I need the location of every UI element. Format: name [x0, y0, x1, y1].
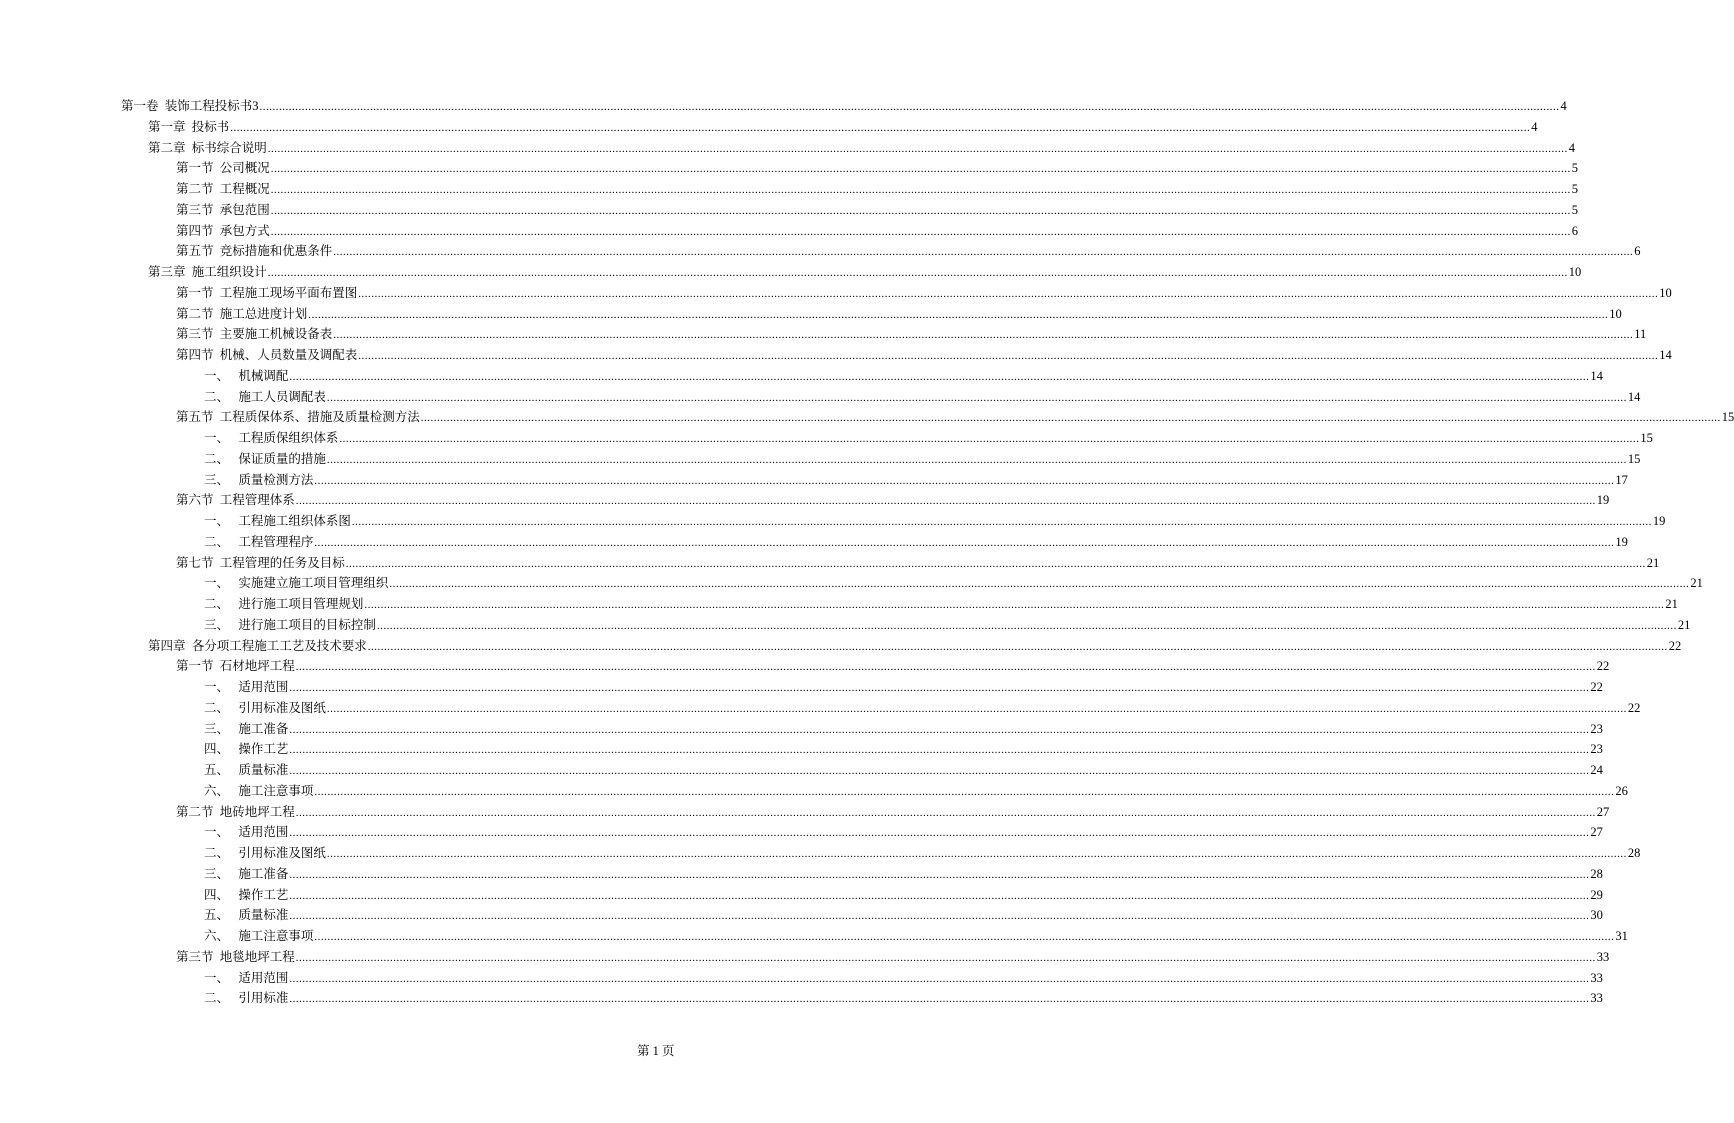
- toc-entry[interactable]: [204, 615, 1691, 636]
- toc-entry[interactable]: [204, 885, 1603, 906]
- toc-entry-label: 第二章 标书综合说明: [148, 140, 267, 155]
- toc-entry[interactable]: [204, 677, 1603, 698]
- toc-entry-page-number: 10: [1609, 306, 1622, 321]
- toc-dot-leader: ................................................................................................................................................................................................................................................................................................................................................................................................................: [333, 329, 1634, 342]
- toc-entry[interactable]: [204, 428, 1653, 449]
- toc-entry-page-number: 28: [1627, 846, 1641, 860]
- toc-entry-page-number: 11: [1634, 327, 1647, 342]
- toc-dot-leader: ................................................................................................................................................................................................................................................................................................................................................................................................................: [345, 557, 1646, 570]
- toc-dot-leader: ................................................................................................................................................................................................................................................................................................................................................................................................................: [289, 827, 1590, 840]
- toc-dot-leader: ................................................................................................................................................................................................................................................................................................................................................................................................................: [289, 868, 1590, 881]
- toc-dot-leader: ................................................................................................................................................................................................................................................................................................................................................................................................................: [267, 142, 1568, 155]
- toc-entry[interactable]: [148, 262, 1582, 283]
- toc-entry-label: 五、 质量标准: [204, 908, 289, 923]
- toc-entry[interactable]: [148, 117, 1538, 138]
- table-of-contents: [0, 96, 1734, 1009]
- toc-entry[interactable]: [204, 387, 1641, 408]
- toc-entry-page-number: 28: [1590, 866, 1603, 881]
- toc-entry-label: 四、 操作工艺: [204, 742, 289, 757]
- toc-entry[interactable]: [176, 490, 1610, 511]
- toc-entry[interactable]: [176, 179, 1579, 200]
- toc-entry-label: 第一章 投标书: [148, 119, 230, 134]
- toc-entry-label: 第三节 主要施工机械设备表: [176, 327, 333, 342]
- toc-entry-page-number: 5: [1571, 202, 1579, 217]
- toc-entry-page-number: 14: [1590, 368, 1603, 383]
- toc-entry-page-number: 14: [1627, 389, 1641, 404]
- toc-entry[interactable]: [176, 345, 1672, 366]
- toc-entry-page-number: 31: [1615, 929, 1628, 943]
- toc-entry-page-number: 22: [1668, 638, 1682, 653]
- toc-entry-page-number: 33: [1590, 970, 1603, 985]
- toc-entry-page-number: 23: [1590, 742, 1603, 757]
- toc-entry-label: 二、 工程管理程序: [204, 534, 314, 549]
- toc-entry[interactable]: [121, 96, 1567, 117]
- toc-entry[interactable]: [204, 781, 1628, 802]
- toc-entry-label: 五、 质量标准: [204, 763, 289, 777]
- toc-entry-label: 六、 施工注意事项: [204, 929, 314, 943]
- toc-entry[interactable]: [204, 698, 1641, 719]
- toc-dot-leader: ................................................................................................................................................................................................................................................................................................................................................................................................................: [358, 287, 1659, 300]
- toc-entry-page-number: 33: [1596, 949, 1610, 964]
- toc-entry-page-number: 6: [1634, 244, 1641, 259]
- toc-dot-leader: ................................................................................................................................................................................................................................................................................................................................................................................................................: [289, 993, 1590, 1006]
- toc-dot-leader: ................................................................................................................................................................................................................................................................................................................................................................................................................: [270, 184, 1571, 196]
- toc-dot-leader: ................................................................................................................................................................................................................................................................................................................................................................................................................: [326, 391, 1627, 404]
- toc-entry-page-number: 21: [1646, 555, 1660, 570]
- toc-entry[interactable]: [204, 739, 1603, 760]
- toc-entry[interactable]: [176, 158, 1579, 179]
- toc-entry-label: 第二节 工程概况: [176, 182, 270, 196]
- toc-dot-leader: ................................................................................................................................................................................................................................................................................................................................................................................................................: [289, 744, 1590, 757]
- toc-entry-label: 三、 进行施工项目的目标控制: [204, 617, 376, 632]
- toc-dot-leader: ................................................................................................................................................................................................................................................................................................................................................................................................................: [326, 702, 1627, 715]
- toc-entry-label: 二、 进行施工项目管理规划: [204, 597, 364, 611]
- toc-entry[interactable]: [176, 304, 1622, 325]
- toc-dot-leader: ................................................................................................................................................................................................................................................................................................................................................................................................................: [314, 785, 1615, 798]
- toc-entry-page-number: 10: [1568, 265, 1582, 279]
- toc-entry-page-number: 14: [1659, 348, 1672, 362]
- toc-entry-label: 第四节 承包方式: [176, 223, 270, 238]
- toc-entry[interactable]: [204, 843, 1641, 864]
- toc-entry-page-number: 15: [1721, 410, 1734, 425]
- toc-entry[interactable]: [176, 324, 1647, 345]
- toc-dot-leader: ................................................................................................................................................................................................................................................................................................................................................................................................................: [358, 350, 1659, 362]
- toc-entry-label: 第五节 工程质保体系、措施及质量检测方法: [176, 410, 420, 425]
- toc-entry-label: 六、 施工注意事项: [204, 783, 314, 798]
- toc-dot-leader: ................................................................................................................................................................................................................................................................................................................................................................................................................: [289, 910, 1590, 923]
- toc-entry-label: 第一节 工程施工现场平面布置图: [176, 285, 358, 300]
- toc-entry-label: 二、 引用标准及图纸: [204, 700, 326, 715]
- toc-entry[interactable]: [176, 553, 1660, 574]
- toc-entry-page-number: 22: [1590, 680, 1603, 694]
- toc-entry-page-number: 21: [1690, 576, 1703, 591]
- toc-entry[interactable]: [204, 511, 1666, 532]
- toc-dot-leader: ................................................................................................................................................................................................................................................................................................................................................................................................................: [314, 931, 1615, 943]
- toc-entry-label: 第四章 各分项工程施工工艺及技术要求: [148, 638, 367, 653]
- toc-entry-page-number: 22: [1627, 700, 1641, 715]
- toc-entry-label: 二、 保证质量的措施: [204, 451, 326, 466]
- toc-entry-page-number: 5: [1571, 182, 1579, 196]
- toc-dot-leader: ................................................................................................................................................................................................................................................................................................................................................................................................................: [295, 495, 1596, 508]
- toc-entry[interactable]: [204, 760, 1603, 781]
- toc-dot-leader: ................................................................................................................................................................................................................................................................................................................................................................................................................: [351, 516, 1652, 528]
- toc-entry[interactable]: [176, 283, 1672, 304]
- toc-entry-label: 三、 质量检测方法: [204, 472, 314, 487]
- toc-entry[interactable]: [204, 366, 1603, 387]
- toc-entry-page-number: 19: [1596, 493, 1610, 508]
- toc-entry[interactable]: [204, 926, 1628, 947]
- toc-entry[interactable]: [148, 138, 1576, 159]
- toc-entry[interactable]: [204, 719, 1603, 740]
- toc-entry[interactable]: [176, 221, 1579, 242]
- toc-dot-leader: ................................................................................................................................................................................................................................................................................................................................................................................................................: [326, 453, 1627, 466]
- toc-entry-label: 第一节 石材地坪工程: [176, 659, 295, 674]
- toc-entry-page-number: 4: [1531, 119, 1538, 134]
- toc-entry[interactable]: [148, 636, 1682, 657]
- toc-entry-page-number: 4: [1568, 140, 1576, 155]
- toc-entry-label: 第四节 机械、人员数量及调配表: [176, 348, 358, 362]
- toc-entry-label: 第六节 工程管理体系: [176, 493, 295, 508]
- toc-entry-label: 第三节 地毯地坪工程: [176, 949, 295, 964]
- toc-dot-leader: ................................................................................................................................................................................................................................................................................................................................................................................................................: [367, 640, 1668, 653]
- toc-dot-leader: ................................................................................................................................................................................................................................................................................................................................................................................................................: [270, 163, 1571, 176]
- toc-entry-label: 一、 适用范围: [204, 825, 289, 840]
- toc-entry-page-number: 15: [1627, 451, 1641, 466]
- toc-dot-leader: ................................................................................................................................................................................................................................................................................................................................................................................................................: [295, 951, 1596, 964]
- toc-entry-label: 第五节 竞标措施和优惠条件: [176, 244, 333, 259]
- toc-entry-label: 第七节 工程管理的任务及目标: [176, 555, 345, 570]
- toc-entry[interactable]: [204, 988, 1603, 1009]
- toc-entry-label: 二、 引用标准及图纸: [204, 846, 326, 860]
- toc-entry-page-number: 19: [1652, 514, 1666, 528]
- toc-entry-label: 一、 适用范围: [204, 970, 289, 985]
- toc-dot-leader: ................................................................................................................................................................................................................................................................................................................................................................................................................: [289, 682, 1590, 694]
- page-number-footer: 第 1 页: [637, 1044, 675, 1058]
- toc-entry-page-number: 23: [1590, 721, 1603, 736]
- toc-entry-page-number: 4: [1560, 99, 1567, 113]
- toc-dot-leader: ................................................................................................................................................................................................................................................................................................................................................................................................................: [289, 889, 1590, 902]
- toc-entry-label: 一、 工程施工组织体系图: [204, 514, 351, 528]
- toc-entry[interactable]: [176, 802, 1610, 823]
- toc-entry-label: 第三节 承包范围: [176, 202, 270, 217]
- toc-dot-leader: ................................................................................................................................................................................................................................................................................................................................................................................................................: [389, 578, 1690, 591]
- toc-entry-page-number: 10: [1659, 285, 1672, 300]
- toc-dot-leader: ................................................................................................................................................................................................................................................................................................................................................................................................................: [333, 246, 1634, 259]
- toc-dot-leader: ................................................................................................................................................................................................................................................................................................................................................................................................................: [295, 661, 1596, 674]
- toc-dot-leader: ................................................................................................................................................................................................................................................................................................................................................................................................................: [270, 225, 1571, 238]
- toc-dot-leader: ................................................................................................................................................................................................................................................................................................................................................................................................................: [314, 536, 1615, 549]
- toc-entry-label: 四、 操作工艺: [204, 887, 289, 902]
- toc-entry[interactable]: [204, 864, 1603, 885]
- toc-entry[interactable]: [176, 656, 1610, 677]
- toc-entry-label: 第二节 施工总进度计划: [176, 306, 308, 321]
- toc-entry-page-number: 29: [1590, 887, 1603, 902]
- toc-entry-page-number: 27: [1596, 804, 1610, 819]
- toc-entry[interactable]: [204, 968, 1603, 989]
- toc-dot-leader: ................................................................................................................................................................................................................................................................................................................................................................................................................: [289, 370, 1590, 383]
- toc-entry[interactable]: [176, 200, 1579, 221]
- toc-entry-label: 一、 适用范围: [204, 680, 289, 694]
- toc-entry-page-number: 6: [1571, 223, 1579, 238]
- toc-entry-page-number: 24: [1590, 763, 1603, 777]
- toc-entry-label: 一、 实施建立施工项目管理组织: [204, 576, 389, 591]
- toc-dot-leader: ................................................................................................................................................................................................................................................................................................................................................................................................................: [270, 204, 1571, 217]
- toc-entry[interactable]: [176, 241, 1641, 262]
- toc-entry-label: 第一卷 装饰工程投标书3: [121, 99, 259, 113]
- toc-entry[interactable]: [204, 905, 1603, 926]
- toc-entry[interactable]: [204, 470, 1628, 491]
- toc-entry[interactable]: [204, 594, 1678, 615]
- toc-dot-leader: ................................................................................................................................................................................................................................................................................................................................................................................................................: [230, 121, 1531, 134]
- toc-dot-leader: ................................................................................................................................................................................................................................................................................................................................................................................................................: [289, 765, 1590, 777]
- toc-dot-leader: ................................................................................................................................................................................................................................................................................................................................................................................................................: [314, 474, 1615, 487]
- toc-dot-leader: ................................................................................................................................................................................................................................................................................................................................................................................................................: [339, 433, 1640, 445]
- toc-entry-label: 一、 机械调配: [204, 368, 289, 383]
- toc-entry-page-number: 19: [1615, 534, 1628, 549]
- toc-entry-label: 第一节 公司概况: [176, 161, 270, 176]
- toc-entry[interactable]: [204, 449, 1641, 470]
- toc-dot-leader: ................................................................................................................................................................................................................................................................................................................................................................................................................: [295, 806, 1596, 819]
- toc-entry-label: 一、 工程质保组织体系: [204, 431, 339, 445]
- toc-entry-page-number: 26: [1615, 783, 1628, 798]
- toc-entry-page-number: 5: [1571, 161, 1579, 176]
- toc-dot-leader: ................................................................................................................................................................................................................................................................................................................................................................................................................: [364, 599, 1665, 611]
- toc-entry[interactable]: [204, 573, 1703, 594]
- toc-entry-page-number: 21: [1665, 597, 1678, 611]
- toc-dot-leader: ................................................................................................................................................................................................................................................................................................................................................................................................................: [289, 723, 1590, 736]
- toc-entry-page-number: 27: [1590, 825, 1603, 840]
- toc-entry[interactable]: [204, 822, 1603, 843]
- toc-entry-page-number: 33: [1590, 991, 1603, 1006]
- toc-entry-page-number: 21: [1677, 617, 1691, 632]
- toc-entry-page-number: 15: [1640, 431, 1653, 445]
- toc-dot-leader: ................................................................................................................................................................................................................................................................................................................................................................................................................: [376, 619, 1677, 632]
- toc-entry-page-number: 30: [1590, 908, 1603, 923]
- toc-entry[interactable]: [176, 947, 1610, 968]
- toc-dot-leader: ................................................................................................................................................................................................................................................................................................................................................................................................................: [420, 412, 1721, 425]
- toc-entry-label: 第三章 施工组织设计: [148, 265, 267, 279]
- toc-entry-label: 第二节 地砖地坪工程: [176, 804, 295, 819]
- toc-entry-page-number: 22: [1596, 659, 1610, 674]
- toc-entry-label: 二、 引用标准: [204, 991, 289, 1006]
- toc-entry-page-number: 17: [1615, 472, 1628, 487]
- toc-dot-leader: ................................................................................................................................................................................................................................................................................................................................................................................................................: [267, 267, 1568, 279]
- toc-dot-leader: ................................................................................................................................................................................................................................................................................................................................................................................................................: [326, 848, 1627, 860]
- toc-entry-label: 三、 施工准备: [204, 866, 289, 881]
- toc-entry-label: 三、 施工准备: [204, 721, 289, 736]
- toc-entry[interactable]: [204, 532, 1628, 553]
- toc-dot-leader: ................................................................................................................................................................................................................................................................................................................................................................................................................: [259, 101, 1560, 113]
- toc-dot-leader: ................................................................................................................................................................................................................................................................................................................................................................................................................: [289, 972, 1590, 985]
- toc-dot-leader: ................................................................................................................................................................................................................................................................................................................................................................................................................: [308, 308, 1609, 321]
- toc-entry-label: 二、 施工人员调配表: [204, 389, 326, 404]
- toc-entry[interactable]: [176, 407, 1734, 428]
